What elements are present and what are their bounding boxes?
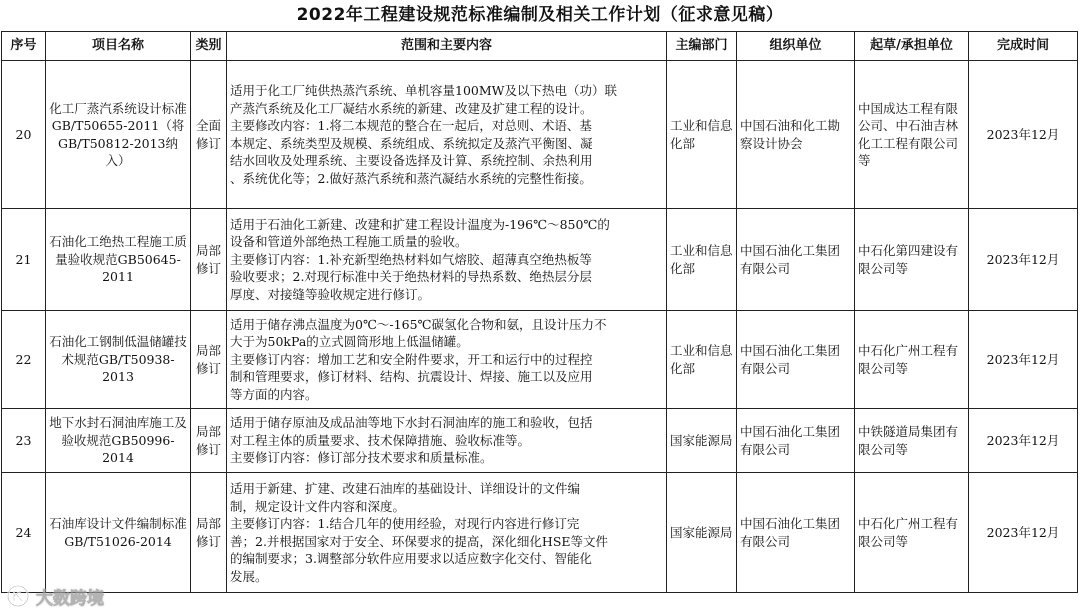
scope-content [227,311,667,409]
header-dept: 主编部门 [667,32,737,61]
scope-line: 主要修订内容：增加工艺和安全附件要求，开工和运行中的过程控 [230,351,593,367]
row-number: 22 [2,311,46,409]
scope-line: 、系统优化等；2.做好蒸汽系统和蒸汽凝结水系统的完整性衔接。 [230,170,592,186]
completion-date: 2023年12月 [969,61,1078,209]
scope-content [227,473,667,593]
scope-line: 适用于储存原油及成品油等地下水封石洞油库的施工和验收，包括 [230,415,593,431]
scope-line: 的编制要求；3.调整部分软件应用要求以适应数字化交付、智能化 [230,551,592,566]
scope-line: 本规定、系统类型及规模、系统组成、系统拟定及蒸汽平衡图、凝 [230,135,593,151]
revision-type: 局部修订 [191,409,227,473]
scope-line: 善；2.并根据国家对于安全、环保要求的提高，深化细化HSE等文件 [230,533,609,549]
organizing-unit: 中国石油化工集团有限公司 [737,409,855,473]
scope-line: 主要修订内容：修订部分技术要求和质量标准。 [230,450,493,466]
drafting-unit: 中石化第四建设有限公司等 [855,209,969,311]
scope-content [227,209,667,311]
project-name: 石油库设计文件编制标准GB/T51026-2014 [46,473,191,593]
table-row [2,209,1078,311]
editing-department: 国家能源局 [667,473,737,593]
project-name: 石油化工钢制低温储罐技术规范GB/T50938-2013 [46,311,191,409]
row-number: 24 [2,473,46,593]
organizing-unit: 中国石油化工集团有限公司 [737,473,855,593]
scope-line: 主要修改内容：1.将二本规范的整合在一起后，对总则、术语、基 [230,118,592,133]
header-no: 序号 [2,32,46,61]
plan-table [1,31,1078,593]
completion-date: 2023年12月 [969,473,1078,593]
editing-department: 工业和信息化部 [667,61,737,209]
editing-department: 工业和信息化部 [667,311,737,409]
scope-line: 厚度、对接缝等验收规定进行修订。 [230,286,431,302]
scope-line: 适用于新建、扩建、改建石油库的基础设计、详细设计的文件编 [230,481,581,496]
header-name: 项目名称 [46,32,191,61]
watermark [6,583,104,609]
scope-line: 发展。 [230,568,268,584]
completion-date: 2023年12月 [969,209,1078,311]
row-number: 23 [2,409,46,473]
organizing-unit: 中国石油和化工勘察设计协会 [737,61,855,209]
drafting-unit: 中石化广州工程有限公司等 [855,311,969,409]
table-body [2,61,1078,593]
drafting-unit: 中铁隧道局集团有限公司等 [855,409,969,473]
completion-date: 2023年12月 [969,409,1078,473]
scope-line: 对工程主体的质量要求、技术保障措施、验收标准等。 [230,432,531,448]
drafting-unit: 中石化广州工程有限公司等 [855,473,969,593]
project-name: 化工厂蒸汽系统设计标准GB/T50655-2011（将GB/T50812-2013纳入） [46,61,191,209]
header-org: 组织单位 [737,32,855,61]
scope-line: 主要修订内容：1.补充新型绝热材料如气熔胶、超薄真空绝热板等 [230,251,592,267]
scope-content [227,61,667,209]
table-row [2,311,1078,409]
drafting-unit: 中国成达工程有限公司、中石油吉林化工工程有限公司等 [855,61,969,209]
organizing-unit: 中国石油化工集团有限公司 [737,311,855,409]
scope-line: 结水回收及处理系统、主要设备选择及计算、系统控制、余热利用 [230,153,593,168]
revision-type: 局部修订 [191,473,227,593]
scope-content [227,409,667,473]
scope-line: 验收要求；2.对现行标准中关于绝热材料的导热系数、绝热层分层 [230,269,592,285]
completion-date: 2023年12月 [969,311,1078,409]
scope-line: 适用于化工厂纯供热蒸汽系统、单机容量100MW及以下热电（功）联 [230,83,618,98]
revision-type: 局部修订 [191,209,227,311]
table-row [2,473,1078,593]
revision-type: 局部修订 [191,311,227,409]
table-row [2,61,1078,209]
scope-line: 大于为50kPa的立式圆筒形地上低温储罐。 [230,334,469,350]
watermark-text: 大数跨境 [36,588,104,609]
editing-department: 工业和信息化部 [667,209,737,311]
scope-line: 产蒸汽系统及化工厂凝结水系统的新建、改建及扩建工程的设计。 [230,100,593,116]
editing-department: 国家能源局 [667,409,737,473]
scope-line: 制和管理要求，修订材料、结构、抗震设计、焊接、施工以及应用 [230,369,593,385]
header-drafter: 起草/承担单位 [855,32,969,61]
table-row [2,409,1078,473]
project-name: 地下水封石洞油库施工及验收规范GB50996-2014 [46,409,191,473]
scope-line: 适用于储存沸点温度为0℃～-165℃碳氢化合物和氨，且设计压力不 [230,316,607,332]
scope-line: 适用于石油化工新建、改建和扩建工程设计温度为-196℃～850℃的 [230,216,610,232]
organizing-unit: 中国石油化工集团有限公司 [737,209,855,311]
row-number: 21 [2,209,46,311]
scope-line: 设备和管道外部绝热工程施工质量的验收。 [230,234,468,250]
brand-logo-icon [6,584,30,608]
scope-line: 制，规定设计文件内容和深度。 [230,498,406,514]
row-number: 20 [2,61,46,209]
table-header-row [2,32,1078,61]
revision-type: 全面修订 [191,61,227,209]
header-scope: 范围和主要内容 [227,32,667,61]
header-date: 完成时间 [969,32,1078,61]
scope-line: 主要修订内容：1.结合几年的使用经验，对现行内容进行修订完 [230,516,580,531]
header-type: 类别 [191,32,227,61]
project-name: 石油化工绝热工程施工质量验收规范GB50645-2011 [46,209,191,311]
scope-line: 等方面的内容。 [230,386,318,402]
document-title: 2022年工程建设规范标准编制及相关工作计划（征求意见稿） [296,5,784,25]
